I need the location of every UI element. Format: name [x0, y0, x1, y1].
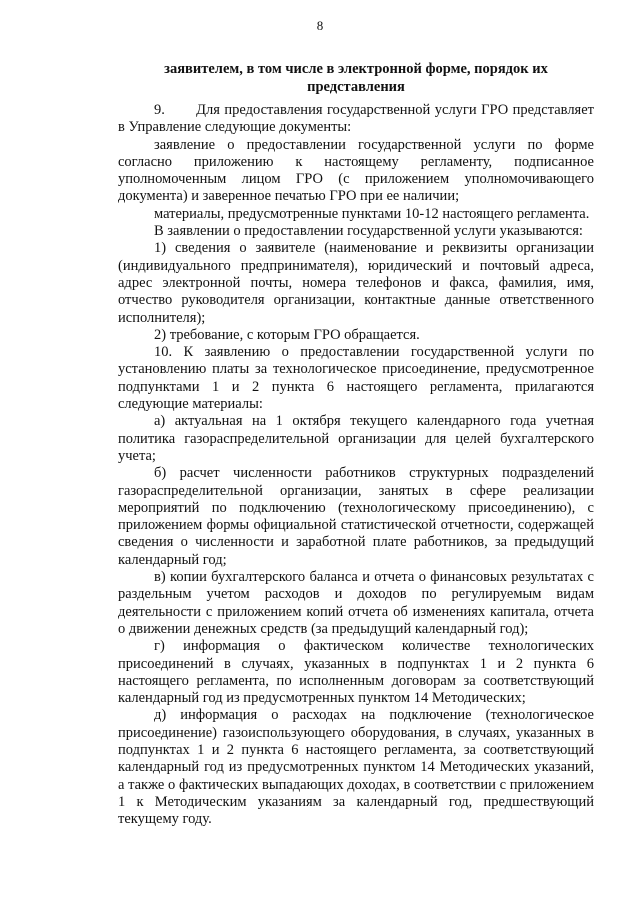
paragraph: г) информация о фактическом количестве технологических присоединений в случаях, указанных в подпунктах 1 и 2 пункта 6 настоящего регламента, по исполненным договорам за соответствующий календарный год из предусмотренных пунктом 14 Методических; — [118, 638, 594, 707]
paragraph: заявление о предоставлении государственной услуги по форме согласно приложению к настоящему регламенту, подписанное уполномоченным лицом ГРО (с приложением уполномочивающего документа) и заверенное печатью ГРО при ее наличии; — [118, 136, 594, 205]
page-number: 8 — [316, 18, 324, 33]
section-heading: заявителем, в том числе в электронной форме, порядок их представления — [164, 61, 548, 95]
paragraph: В заявлении о предоставлении государственной услуги указываются: — [154, 223, 583, 240]
paragraph: 10. К заявлению о предоставлении государственной услуги по установлению платы за технологическое присоединение, предусмотренное подпунктами 1 и 2 пункта 6 настоящего регламента, прилагаются следующие материалы: — [118, 344, 594, 413]
paragraph: материалы, предусмотренные пунктами 10-12 настоящего регламента. — [154, 205, 590, 222]
document-body — [118, 102, 594, 828]
paragraph: 9. Для предоставления государственной услуги ГРО представляет в Управление следующие документы: — [118, 102, 594, 136]
paragraph: б) расчет численности работников структурных подразделений газораспределительной организации, занятых в сфере реализации мероприятий по подключению (технологическому присоединению), с приложением формы официальной статистической отчетности, содержащей сведения о численности и заработной плате работников, за предыдущий календарный год; — [118, 465, 594, 568]
paragraph: д) информация о расходах на подключение (технологическое присоединение) газоиспользующего оборудования, в случаях, указанных в подпунктах 1 и 2 пункта 6 настоящего регламента, за соответствующий календарный год из предусмотренных пунктом 14 Методических указаний, а также о фактических выпадающих доходах, в соответствии с приложением 1 к Методическим указаниям за календарный год, предшествующий текущему году. — [118, 707, 594, 828]
paragraph: в) копии бухгалтерского баланса и отчета о финансовых результатах с раздельным учетом расходов и доходов по регулируемым видам деятельности с приложением копий отчета об изменениях капитала, отчета о движении денежных средств (за предыдущий календарный год); — [118, 569, 594, 637]
paragraph: 2) требование, с которым ГРО обращается. — [154, 326, 420, 343]
paragraph: 1) сведения о заявителе (наименование и реквизиты организации (индивидуального предпринимателя), юридический и почтовый адреса, адрес электронной почты, номера телефонов и факса, фамилия, имя, отчество руководителя организации, контактные данные ответственного исполнителя); — [118, 240, 594, 326]
paragraph: а) актуальная на 1 октября текущего календарного года учетная политика газораспределительной организации для целей бухгалтерского учета; — [118, 413, 594, 464]
